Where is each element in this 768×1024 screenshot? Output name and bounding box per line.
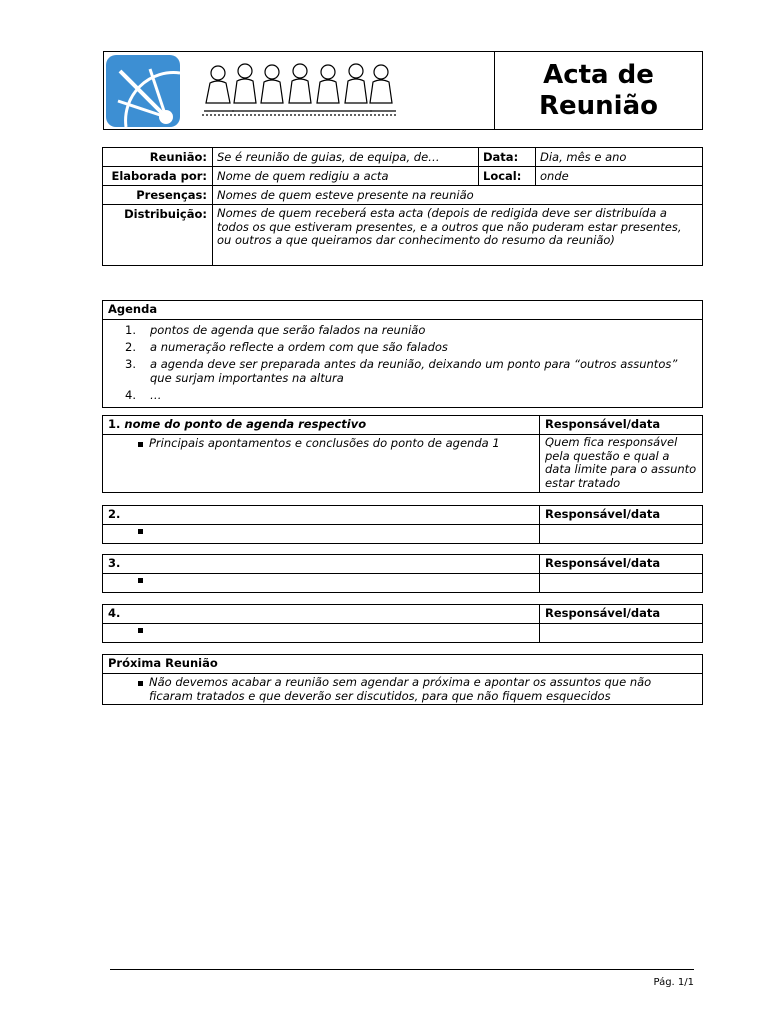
point-3-resp-header: Responsável/data bbox=[540, 555, 703, 574]
agenda-point-3-table bbox=[102, 554, 703, 593]
reuniao-value: Se é reunião de guias, de equipa, de… bbox=[213, 148, 479, 167]
data-label: Data: bbox=[479, 148, 536, 167]
bullet-icon bbox=[138, 681, 143, 686]
point-3-number: 3. bbox=[103, 555, 540, 574]
next-meeting-title: Próxima Reunião bbox=[103, 655, 703, 674]
list-item: 3. a agenda deve ser preparada antes da reunião, deixando um ponto para “outros assuntos” que surjam importantes na altura bbox=[125, 357, 678, 385]
point-1-bullet: Principais apontamentos e conclusões do ponto de agenda 1 bbox=[149, 436, 500, 450]
presencas-label: Presenças: bbox=[103, 186, 213, 205]
elaborada-label: Elaborada por: bbox=[103, 167, 213, 186]
point-2-number: 2. bbox=[103, 506, 540, 525]
local-label: Local: bbox=[479, 167, 536, 186]
meeting-info-table bbox=[102, 147, 703, 266]
children-group-illustration bbox=[200, 59, 398, 119]
distribuicao-label: Distribuição: bbox=[103, 205, 213, 266]
next-meeting-text: Não devemos acabar a reunião sem agendar a próxima e apontar os assuntos que não ficaram tratados e que deverão ser discutidos, para que não fiquem esquecidos bbox=[149, 675, 652, 703]
presencas-value: Nomes de quem esteve presente na reunião bbox=[213, 186, 703, 205]
point-1-number: 1. bbox=[108, 417, 121, 431]
document-header bbox=[103, 51, 703, 130]
point-1-resp-header: Responsável/data bbox=[540, 416, 703, 435]
data-value: Dia, mês e ano bbox=[536, 148, 703, 167]
agenda-title: Agenda bbox=[103, 301, 703, 320]
footer-divider bbox=[110, 969, 694, 970]
list-item: 1. pontos de agenda que serão falados na reunião bbox=[125, 323, 426, 337]
agenda-table bbox=[102, 300, 703, 408]
point-1-title: nome do ponto de agenda respectivo bbox=[124, 417, 367, 431]
bullet-icon bbox=[138, 628, 143, 633]
agenda-point-2-table bbox=[102, 505, 703, 544]
page-number: Pág. 1/1 bbox=[653, 977, 694, 988]
bullet-icon bbox=[138, 529, 143, 534]
agenda-point-1-table bbox=[102, 415, 703, 493]
point-1-resp-value: Quem fica responsável pela questão e qual a data limite para o assunto estar tratado bbox=[540, 435, 703, 493]
table-row bbox=[103, 186, 703, 205]
agenda-point-4-table bbox=[102, 604, 703, 643]
point-4-resp-header: Responsável/data bbox=[540, 605, 703, 624]
next-meeting-table bbox=[102, 654, 703, 705]
list-item: 2. a numeração reflecte a ordem com que são falados bbox=[125, 340, 448, 354]
distribuicao-value: Nomes de quem receberá esta acta (depois de redigida deve ser distribuída a todos os que estiveram presentes, e a outros que não puderam estar presentes, ou outros a que queiramos dar conhecimento do resumo da reunião) bbox=[213, 205, 703, 266]
table-row bbox=[103, 148, 703, 167]
point-4-number: 4. bbox=[103, 605, 540, 624]
elaborada-value: Nome de quem redigiu a acta bbox=[213, 167, 479, 186]
reuniao-label: Reunião: bbox=[103, 148, 213, 167]
point-2-resp-header: Responsável/data bbox=[540, 506, 703, 525]
compass-logo bbox=[106, 55, 180, 127]
bullet-icon bbox=[138, 442, 143, 447]
page-title: Acta de Reunião bbox=[539, 59, 658, 121]
bullet-icon bbox=[138, 578, 143, 583]
local-value: onde bbox=[536, 167, 703, 186]
table-row bbox=[103, 205, 703, 266]
list-item: 4. … bbox=[125, 388, 162, 402]
table-row bbox=[103, 167, 703, 186]
agenda-list bbox=[108, 323, 697, 402]
